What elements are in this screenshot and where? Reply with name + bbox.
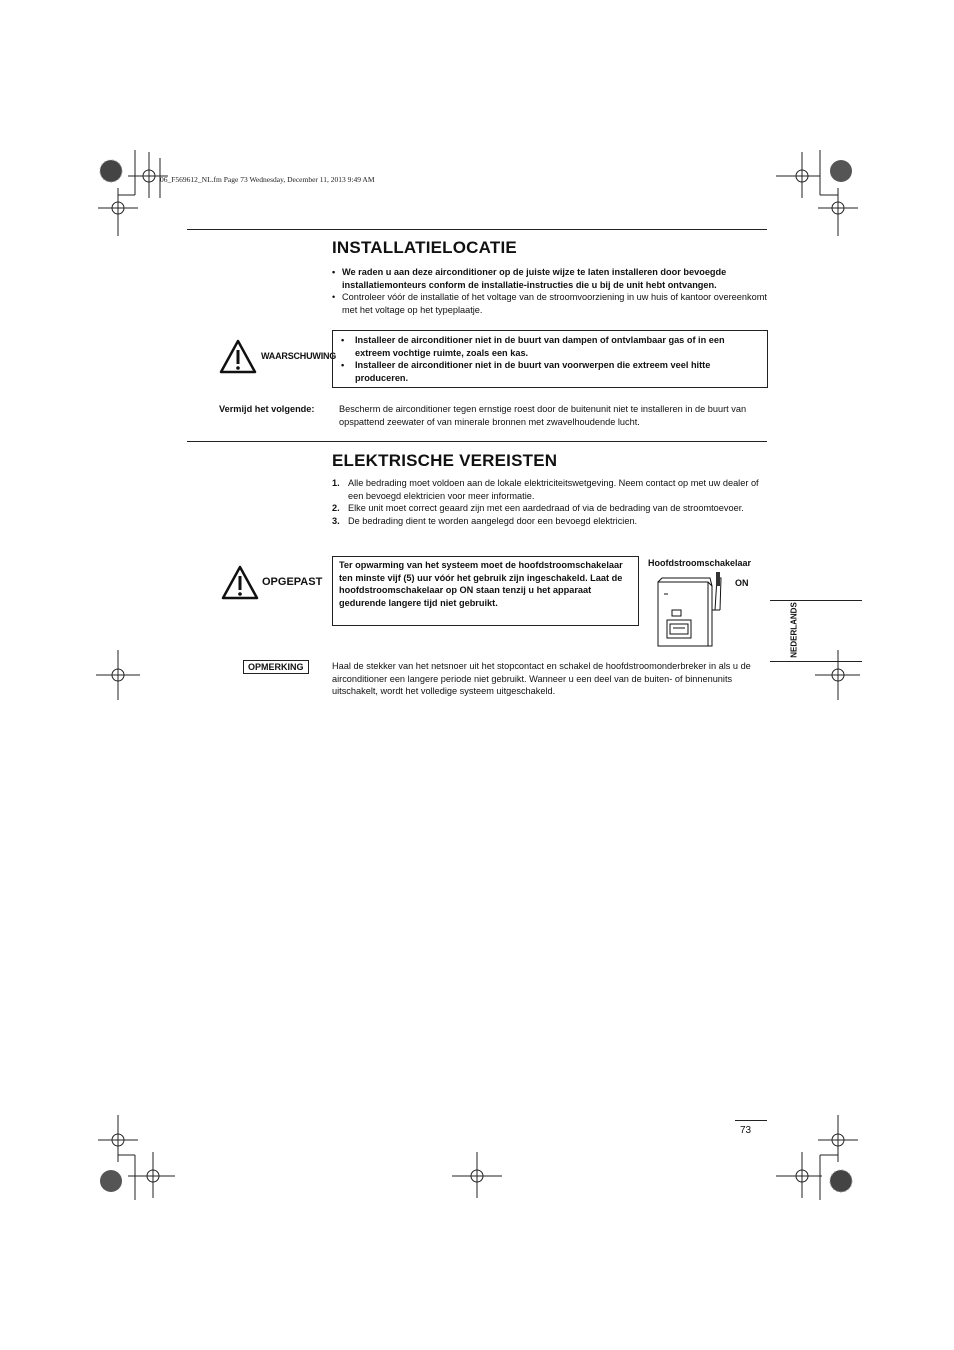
warning-item: • Installeer de airconditioner niet in de buurt van voorwerpen die extreem veel hitte produceren. (341, 360, 711, 383)
warning-box (332, 330, 768, 388)
warning-label: WAARSCHUWING (261, 351, 337, 361)
caution-triangle-icon (221, 565, 259, 600)
caution-box: Ter opwarming van het systeem moet de hoofdstroomschakelaar ten minste vijf (5) uur vóór het gebruik zijn ingeschakeld. Laat de hoofdstroomschakelaar op ON staan tenzij u het apparaat gedurende langere tijd niet gebruikt. (332, 556, 639, 626)
page-number: 73 (740, 1125, 752, 1136)
avoid-text: Bescherm de airconditioner tegen ernstige roest door de buitenunit niet te installeren in de buurt van opspattend zeewater of van minerale bronnen met zwavelhoudende lucht. (339, 404, 747, 427)
note-label: OPMERKING (243, 660, 309, 674)
avoid-label: Vermijd het volgende: (219, 404, 315, 414)
list-item: 2. Elke unit moet correct geaard zijn met een aardedraad of via de bedrading van de stroomtoevoer. (332, 503, 744, 514)
section-rule-middle (187, 441, 767, 442)
section-title-elektrische-vereisten: ELEKTRISCHE VEREISTEN (332, 451, 558, 470)
installation-bullets (332, 266, 768, 316)
warning-triangle-icon (219, 339, 257, 374)
switch-on-label: ON (735, 578, 749, 588)
list-item: 3. De bedrading dient te worden aangelegd door een bevoegd elektricien. (332, 515, 638, 526)
section-title-installatielocatie: INSTALLATIELOCATIE (332, 238, 517, 257)
main-switch-illustration (650, 570, 730, 650)
switch-caption: Hoofdstroomschakelaar (648, 558, 752, 568)
note-text: Haal de stekker van het netsnoer uit het stopcontact en schakel de hoofdstroomonderbreker in als u de airconditioner een langere periode niet gebruikt. Wanneer u een deel van de buiten- of binnenunits uitschakelt, wordt het volledige systeem uitgeschakeld. (332, 661, 751, 697)
bullet-item: • We raden u aan deze airconditioner op de juiste wijze te laten installeren door bevoegde installatiemonteurs conform de installatie-instructies die u bij de unit hebt ontvangen. (332, 267, 727, 290)
page-number-rule (735, 1120, 767, 1121)
warning-item: • Installeer de airconditioner niet in de buurt van dampen of ontvlambaar gas of in een extreem vochtige ruimte, zoals een kas. (341, 335, 725, 358)
print-header: 06_F569612_NL.fm Page 73 Wednesday, December 11, 2013 9:49 AM (160, 175, 375, 184)
caution-label: OPGEPAST (262, 576, 323, 588)
side-tab-rule-top (770, 600, 862, 601)
section-rule-top (187, 229, 767, 230)
list-item: 1. Alle bedrading moet voldoen aan de lokale elektriciteitswetgeving. Neem contact op met uw dealer of een bevoegd elektricien voor meer informatie. (332, 478, 759, 501)
side-tab-language: NEDERLANDS (789, 602, 799, 658)
side-tab-rule-bottom (770, 661, 862, 662)
electrical-list (332, 477, 768, 527)
bullet-item: • Controleer vóór de installatie of het voltage van de stroomvoorziening in uw huis of kantoor overeenkomt met het voltage op het typeplaatje. (332, 292, 767, 315)
